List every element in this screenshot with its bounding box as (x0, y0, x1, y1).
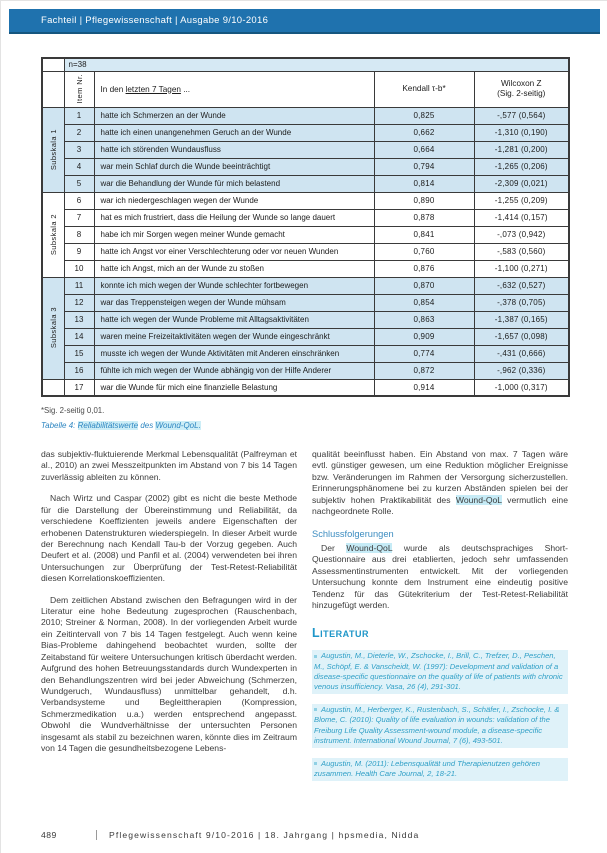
wilcoxon-value: -1,281 (0,200) (474, 141, 569, 158)
item-text: hatte ich Schmerzen an der Wunde (94, 107, 374, 124)
kendall-value: 0,825 (374, 107, 474, 124)
kendall-value: 0,760 (374, 243, 474, 260)
table-row (42, 141, 569, 158)
column-header-wilcoxon: Wilcoxon Z (Sig. 2-seitig) (474, 71, 569, 107)
item-nr: 11 (64, 277, 94, 294)
subscale-3-label-cell: Subskala 3 (42, 277, 64, 379)
two-column-body (41, 449, 568, 791)
item-text: konnte ich mich wegen der Wunde schlechter fortbewegen (94, 277, 374, 294)
wilcoxon-value: -,632 (0,527) (474, 277, 569, 294)
item-text: war ich niedergeschlagen wegen der Wunde (94, 192, 374, 209)
item-nr: 1 (64, 107, 94, 124)
kendall-value: 0,909 (374, 328, 474, 345)
item-text: hatte ich Angst vor einer Verschlechterung oder vor neuen Wunden (94, 243, 374, 260)
item-text: hatte ich störenden Wundausfluss (94, 141, 374, 158)
column-header-kendall: Kendall τ-b* (374, 71, 474, 107)
kendall-value: 0,662 (374, 124, 474, 141)
reference-bullet-icon (314, 655, 317, 658)
wilcoxon-value: -,073 (0,942) (474, 226, 569, 243)
page-footer (41, 830, 568, 840)
wilcoxon-value: -,431 (0,666) (474, 345, 569, 362)
section-heading-schlussfolgerungen: Schlussfolgerungen (312, 528, 394, 539)
caption-highlight: Wound-QoL. (155, 421, 201, 430)
kendall-value: 0,863 (374, 311, 474, 328)
kendall-value: 0,878 (374, 209, 474, 226)
column-header-item-nr: Item Nr. (64, 71, 94, 107)
table-row (42, 175, 569, 192)
body-paragraph: Dem zeitlichen Abstand zwischen den Befragungen wird in der Literatur eine hohe Bedeutung zugesprochen (Rauschenbach, 2010; Streiner & Norman, 2008). In der vorliegenden Arbeit wurde ein Zeitintervall von 7 bis 14 Tagen festgelegt. Auch wenn keine Bias-Probleme dahingehend beobachtet wurden, sollte der Zeitabstand für weitere Untersuchungen kritisch überdacht werden. Aufgrund des hohen Betreuungsstandards durch Wundexperten in den Behandlungszentren wird bei jeder Abweichung (Schmerzen, Wundgeruch, Wundausfluss) unmittelbar gehandelt, d.h. Verbandsysteme und Begleittherapien (Kompression, Schmerzmedikation u.a.) werden entsprechend angepasst. Obwohl die Wundverhältnisse der untersuchten Personen insgesamt als stabil zu bezeichnen waren, könnte dies im Zeitraum von 14 Tagen die gesundheitsbezogene Lebens- (41, 594, 297, 754)
empty-subscale-cell (42, 379, 64, 396)
kendall-value: 0,841 (374, 226, 474, 243)
body-paragraph: qualität beeinflusst haben. Ein Abstand von max. 7 Tagen wäre evtl. günstiger gewesen, um eine Reduktion möglicher Ereignisse bzw. Veränderungen im Rahmen der Versorgung sicherzustellen. Erinnerungsphänomene bei zu kurzen Abständen spielen bei der subjektiv hohen Praktikabilität des Wound-QoL vermutlich eine nachgeordnete Rolle. (312, 449, 568, 517)
item-text: musste ich wegen der Wunde Aktivitäten mit Anderen einschränken (94, 345, 374, 362)
wilcoxon-value: -1,310 (0,190) (474, 124, 569, 141)
table-row (42, 243, 569, 260)
sample-size-label: n=38 (64, 58, 569, 71)
kendall-value: 0,794 (374, 158, 474, 175)
item-text: habe ich mir Sorgen wegen meiner Wunde gemacht (94, 226, 374, 243)
kendall-value: 0,872 (374, 362, 474, 379)
reference-entry: Augustin, M. (2011): Lebensqualität und Therapienutzen gehören zusammen. Health Care Journal, 2, 18-21. (312, 758, 568, 781)
wilcoxon-value: -2,309 (0,021) (474, 175, 569, 192)
table-row (42, 294, 569, 311)
reliability-table (41, 57, 570, 397)
section-heading-literatur: Literatur (312, 626, 369, 641)
table-caption: Tabelle 4: Reliabilitätswerte des Wound-QoL. (41, 421, 201, 430)
item-text: war mein Schlaf durch die Wunde beeinträchtigt (94, 158, 374, 175)
kendall-value: 0,814 (374, 175, 474, 192)
item-nr: 8 (64, 226, 94, 243)
body-paragraph: das subjektiv-fluktuierende Merkmal Lebensqualität (Palfreyman et al., 2010) an zwei Messzeitpunkten im Abstand von 7 bis 14 Tagen zuverlässig ableiten zu können. (41, 449, 297, 482)
wilcoxon-value: -1,414 (0,157) (474, 209, 569, 226)
table-row (42, 260, 569, 277)
table-row (42, 209, 569, 226)
kendall-value: 0,664 (374, 141, 474, 158)
table-row (42, 362, 569, 379)
caption-label: Tabelle 4: (41, 421, 78, 430)
item-nr: 9 (64, 243, 94, 260)
item-nr: 12 (64, 294, 94, 311)
item-nr: 7 (64, 209, 94, 226)
wilcoxon-value: -,962 (0,336) (474, 362, 569, 379)
caption-highlight: Reliabilitätswerte (77, 421, 139, 430)
item-nr: 4 (64, 158, 94, 175)
kendall-value: 0,890 (374, 192, 474, 209)
page-content (41, 57, 568, 791)
table-row (42, 277, 569, 294)
table-footnote: *Sig. 2-seitig 0,01. (41, 406, 105, 415)
table-header-row (42, 71, 569, 107)
kendall-value: 0,876 (374, 260, 474, 277)
table-n-row (42, 58, 569, 71)
item-nr: 5 (64, 175, 94, 192)
kendall-value: 0,870 (374, 277, 474, 294)
kendall-value: 0,854 (374, 294, 474, 311)
column-header-item-text: In den letzten 7 Tagen ... (94, 71, 374, 107)
wilcoxon-value: -1,100 (0,271) (474, 260, 569, 277)
body-paragraph: Nach Wirtz und Caspar (2002) gibt es nicht die beste Methode für die Darstellung der Übereinstimmung und Reliabilität, da verschiedene Koeffizienten jeweils andere Eigenschaften der erhobenen Datenstrukturen wiederspiegeln. In dieser Arbeit wurde der Berechnung nach Kendall Tau-b der Vorzug gegeben. Auch Deufert et al. (2008) und Panfil et al. (2004) verwendeten bei ihren Untersuchungen zur Überprüfung der Test-Retest-Reliabilität diesen Korrelationskoeffizienten. (41, 493, 297, 584)
subscale-2-label-cell: Subskala 2 (42, 192, 64, 277)
wound-qol-link[interactable]: Wound-QoL (455, 494, 502, 505)
item-text: waren meine Freizeitaktivitäten wegen der Wunde eingeschränkt (94, 328, 374, 345)
table-row (42, 226, 569, 243)
item-text: war das Treppensteigen wegen der Wunde mühsam (94, 294, 374, 311)
item-nr: 2 (64, 124, 94, 141)
item-nr: 16 (64, 362, 94, 379)
empty-corner-cell (42, 58, 64, 71)
kendall-value: 0,774 (374, 345, 474, 362)
item-nr: 3 (64, 141, 94, 158)
reference-bullet-icon (314, 762, 317, 765)
item-nr: 13 (64, 311, 94, 328)
wilcoxon-value: -1,000 (0,317) (474, 379, 569, 396)
item-text: fühlte ich mich wegen der Wunde abhängig von der Hilfe Anderer (94, 362, 374, 379)
reference-bullet-icon (314, 708, 317, 711)
footer-journal-info: Pflegewissenschaft 9/10-2016 | 18. Jahrgang | hpsmedia, Nidda (96, 830, 419, 840)
item-nr: 10 (64, 260, 94, 277)
table-row (42, 328, 569, 345)
table-row (42, 345, 569, 362)
wilcoxon-value: -,583 (0,560) (474, 243, 569, 260)
item-nr: 14 (64, 328, 94, 345)
table-row (42, 311, 569, 328)
wilcoxon-value: -1,657 (0,098) (474, 328, 569, 345)
item-nr: 15 (64, 345, 94, 362)
journal-header-text: Fachteil | Pflegewissenschaft | Ausgabe 9/10-2016 (41, 15, 269, 26)
item-text: hatte ich einen unangenehmen Geruch an der Wunde (94, 124, 374, 141)
table-row (42, 124, 569, 141)
item-text: hatte ich Angst, mich an der Wunde zu stoßen (94, 260, 374, 277)
subscale-1-label-cell: Subskala 1 (42, 107, 64, 192)
empty-header-cell (42, 71, 64, 107)
journal-header-bar (9, 9, 600, 34)
left-column (41, 449, 297, 791)
right-column (312, 449, 568, 791)
item-text: war die Behandlung der Wunde für mich belastend (94, 175, 374, 192)
kendall-value: 0,914 (374, 379, 474, 396)
reference-entry: Augustin, M., Dieterle, W., Zschocke, I., Brill, C., Trefzer, D., Peschen, M., Schöpf, E. & Vanscheidt, W. (1997): Development and validation of a disease-specific questionnaire on the quality of life of patients with chronic venous insufficiency. Vasa, 26 (4), 291-301. (312, 650, 568, 694)
wilcoxon-value: -,577 (0,564) (474, 107, 569, 124)
reference-entry: Augustin, M., Herberger, K., Rustenbach, S., Schäfer, I., Zschocke, I. & Blome, C. (2010): Quality of life evaluation in wounds: validation of the Freiburg Life Quality Assessment-wound module, a disease-specific instrument. International Wound Journal, 7 (6), 493-501. (312, 704, 568, 748)
item-nr: 17 (64, 379, 94, 396)
wilcoxon-value: -,378 (0,705) (474, 294, 569, 311)
table-row (42, 192, 569, 209)
wound-qol-link[interactable]: Wound-QoL (346, 542, 393, 553)
table-row (42, 158, 569, 175)
body-paragraph: Der Wound-QoL wurde als deutschsprachiges Short-Questionnaire aus drei etablierten, jedoch sehr umfassenden Assessmentinstrumenten entwickelt. Mit der vorliegenden Untersuchung konnte dem Instrument eine eindeutig positive Tendenz für das Gütekriterium der Test-Retest-Reliabilität hinzugefügt werden. (312, 542, 568, 610)
page-number: 489 (41, 830, 57, 840)
item-text: hat es mich frustriert, dass die Heilung der Wunde so lange dauert (94, 209, 374, 226)
wilcoxon-value: -1,255 (0,209) (474, 192, 569, 209)
item-text: hatte ich wegen der Wunde Probleme mit Alltagsaktivitäten (94, 311, 374, 328)
table-row (42, 379, 569, 396)
item-nr: 6 (64, 192, 94, 209)
table-row (42, 107, 569, 124)
item-text: war die Wunde für mich eine finanzielle Belastung (94, 379, 374, 396)
wilcoxon-value: -1,387 (0,165) (474, 311, 569, 328)
wilcoxon-value: -1,265 (0,206) (474, 158, 569, 175)
